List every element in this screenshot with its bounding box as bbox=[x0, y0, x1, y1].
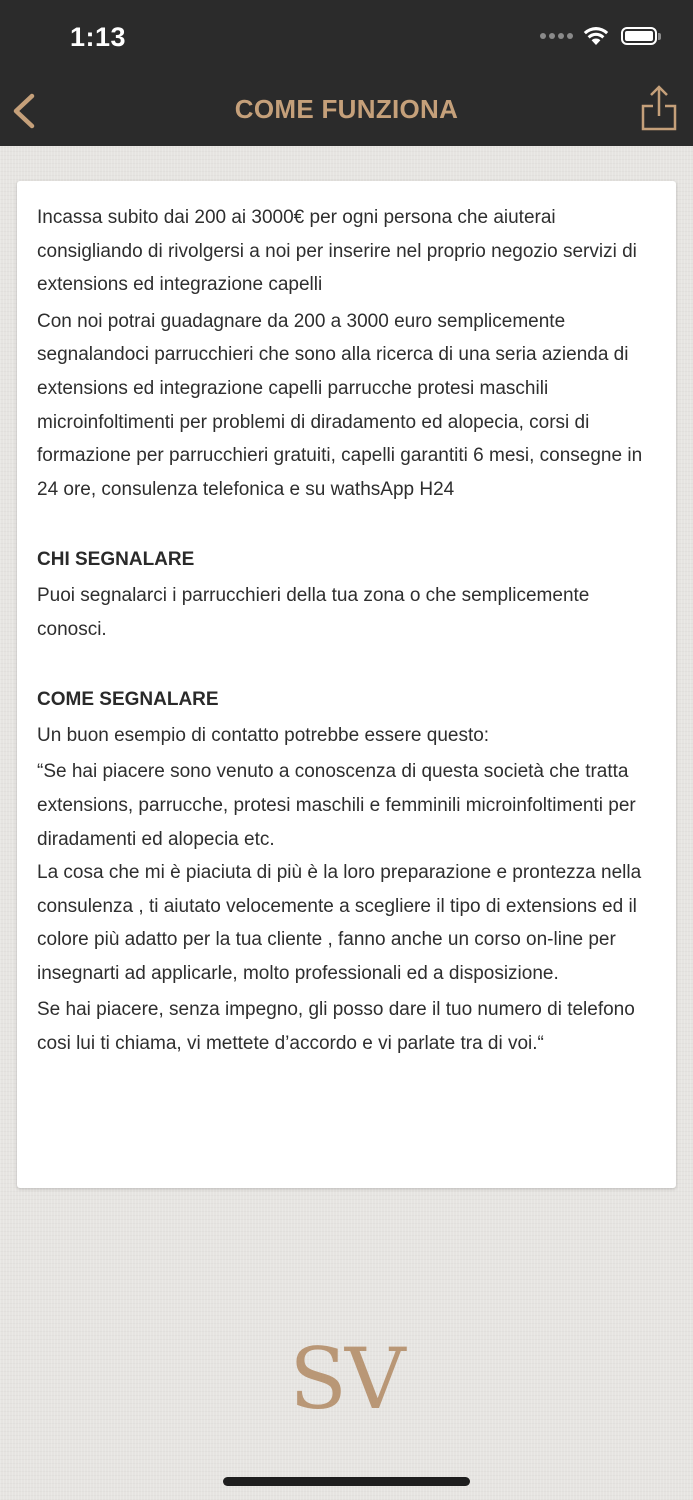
cellular-signal-icon bbox=[540, 33, 573, 39]
share-button[interactable] bbox=[639, 84, 679, 134]
brand-logo: SV bbox=[289, 1330, 404, 1428]
home-indicator[interactable] bbox=[223, 1477, 470, 1486]
section-title-chi-segnalare: CHI SEGNALARE bbox=[37, 549, 195, 571]
section-text-example-quote-2: La cosa che mi è piaciuta di più è la loro preparazione e prontezza nella consulenza , ti aiutato velocemente a scegliere il tipo di extensions ed il colore più adatto per la tua cliente , fanno anche un corso on-line per insegnarti ad applicarle, molto professionali ed a disposizione. bbox=[37, 862, 642, 984]
status-icons bbox=[540, 26, 657, 46]
share-icon bbox=[639, 84, 679, 134]
status-bar bbox=[0, 0, 693, 76]
section-text-example-quote-1: “Se hai piacere sono venuto a conoscenza di questa società che tratta extensions, parrucche, protesi maschili e femminili microinfoltimenti per diradamenti ed alopecia etc. bbox=[37, 761, 636, 850]
navigation-bar bbox=[0, 76, 693, 146]
intro-paragraph-1: Incassa subito dai 200 ai 3000€ per ogni persona che aiuterai consigliando di rivolgersi a noi per inserire nel proprio negozio servizi di extensions ed integrazione capelli bbox=[37, 207, 637, 296]
content-card bbox=[17, 181, 676, 1188]
section-title-come-segnalare: COME SEGNALARE bbox=[37, 689, 219, 711]
battery-icon bbox=[621, 27, 657, 45]
status-time: 1:13 bbox=[70, 22, 127, 52]
wifi-icon bbox=[583, 26, 609, 46]
page-title: COME FUNZIONA bbox=[234, 94, 459, 124]
section-text-example-quote-3: Se hai piacere, senza impegno, gli posso dare il tuo numero di telefono cosi lui ti chiama, vi mettete d’accordo e vi parlate tra di voi.“ bbox=[37, 999, 635, 1055]
section-text-example-intro: Un buon esempio di contatto potrebbe essere questo: bbox=[37, 724, 490, 746]
section-text-chi-segnalare: Puoi segnalarci i parrucchieri della tua zona o che semplicemente conosci. bbox=[37, 584, 590, 640]
intro-paragraph-2: Con noi potrai guadagnare da 200 a 3000 euro semplicemente segnalandoci parrucchieri che sono alla ricerca di una seria azienda di extensions ed integrazione capelli parrucche protesi maschili microinfoltimenti per problemi di diradamento ed alopecia, corsi di formazione per parrucchieri gratuiti, capelli garantiti 6 mesi, consegne in 24 ore, consulenza telefonica e su wathsApp H24 bbox=[37, 310, 643, 500]
